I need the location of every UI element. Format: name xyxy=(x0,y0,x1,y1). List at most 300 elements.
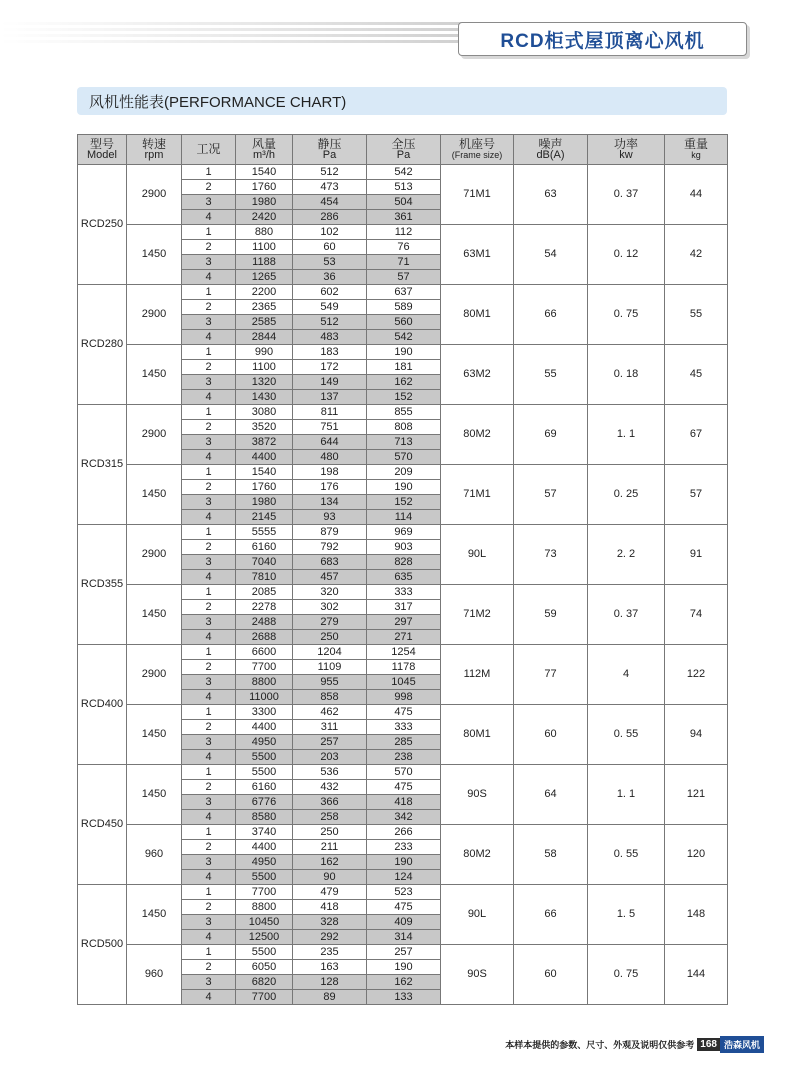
total-pressure-cell: 589 xyxy=(367,300,441,315)
total-pressure-cell: 112 xyxy=(367,225,441,240)
condition-cell: 1 xyxy=(182,765,236,780)
condition-cell: 1 xyxy=(182,585,236,600)
total-pressure-cell: 76 xyxy=(367,240,441,255)
static-pressure-cell: 162 xyxy=(293,855,367,870)
condition-cell: 3 xyxy=(182,675,236,690)
condition-cell: 1 xyxy=(182,165,236,180)
condition-cell: 1 xyxy=(182,405,236,420)
total-pressure-cell: 181 xyxy=(367,360,441,375)
airflow-cell: 3080 xyxy=(236,405,293,420)
total-pressure-cell: 542 xyxy=(367,165,441,180)
static-pressure-cell: 536 xyxy=(293,765,367,780)
weight-cell: 144 xyxy=(665,945,728,1005)
frame-cell: 71M2 xyxy=(441,585,514,645)
condition-cell: 4 xyxy=(182,990,236,1005)
airflow-cell: 1100 xyxy=(236,360,293,375)
airflow-cell: 7040 xyxy=(236,555,293,570)
power-cell: 0. 18 xyxy=(588,345,665,405)
airflow-cell: 1320 xyxy=(236,375,293,390)
noise-cell: 54 xyxy=(514,225,588,285)
weight-cell: 120 xyxy=(665,825,728,885)
table-row xyxy=(78,645,728,660)
condition-cell: 4 xyxy=(182,750,236,765)
static-pressure-cell: 302 xyxy=(293,600,367,615)
power-cell: 4 xyxy=(588,645,665,705)
static-pressure-cell: 203 xyxy=(293,750,367,765)
power-cell: 0. 55 xyxy=(588,825,665,885)
noise-cell: 73 xyxy=(514,525,588,585)
total-pressure-cell: 1254 xyxy=(367,645,441,660)
frame-cell: 90S xyxy=(441,945,514,1005)
airflow-cell: 4950 xyxy=(236,855,293,870)
condition-cell: 1 xyxy=(182,825,236,840)
airflow-cell: 1980 xyxy=(236,195,293,210)
total-pressure-cell: 342 xyxy=(367,810,441,825)
weight-cell: 91 xyxy=(665,525,728,585)
airflow-cell: 6050 xyxy=(236,960,293,975)
noise-cell: 58 xyxy=(514,825,588,885)
rpm-cell: 1450 xyxy=(127,585,182,645)
static-pressure-cell: 279 xyxy=(293,615,367,630)
condition-cell: 4 xyxy=(182,270,236,285)
total-pressure-cell: 114 xyxy=(367,510,441,525)
condition-cell: 3 xyxy=(182,615,236,630)
col-header-condition: 工况 xyxy=(182,135,236,165)
rpm-cell: 960 xyxy=(127,945,182,1005)
static-pressure-cell: 149 xyxy=(293,375,367,390)
footer-note: 本样本提供的参数、尺寸、外观及说明仅供参考 xyxy=(505,1040,695,1050)
total-pressure-cell: 808 xyxy=(367,420,441,435)
condition-cell: 4 xyxy=(182,510,236,525)
rpm-cell: 1450 xyxy=(127,765,182,825)
rpm-cell: 2900 xyxy=(127,405,182,465)
noise-cell: 66 xyxy=(514,885,588,945)
total-pressure-cell: 475 xyxy=(367,780,441,795)
total-pressure-cell: 637 xyxy=(367,285,441,300)
airflow-cell: 6160 xyxy=(236,780,293,795)
static-pressure-cell: 1109 xyxy=(293,660,367,675)
condition-cell: 1 xyxy=(182,705,236,720)
static-pressure-cell: 320 xyxy=(293,585,367,600)
total-pressure-cell: 190 xyxy=(367,345,441,360)
airflow-cell: 1265 xyxy=(236,270,293,285)
static-pressure-cell: 311 xyxy=(293,720,367,735)
power-cell: 1. 5 xyxy=(588,885,665,945)
model-cell: RCD450 xyxy=(78,765,127,885)
page-number: 168 xyxy=(697,1038,720,1051)
static-pressure-cell: 418 xyxy=(293,900,367,915)
airflow-cell: 7810 xyxy=(236,570,293,585)
static-pressure-cell: 432 xyxy=(293,780,367,795)
static-pressure-cell: 512 xyxy=(293,315,367,330)
static-pressure-cell: 258 xyxy=(293,810,367,825)
airflow-cell: 4400 xyxy=(236,720,293,735)
airflow-cell: 7700 xyxy=(236,990,293,1005)
airflow-cell: 1100 xyxy=(236,240,293,255)
condition-cell: 4 xyxy=(182,390,236,405)
condition-cell: 3 xyxy=(182,255,236,270)
condition-cell: 2 xyxy=(182,300,236,315)
performance-table xyxy=(77,134,728,1005)
table-row xyxy=(78,945,728,960)
condition-cell: 3 xyxy=(182,495,236,510)
table-row xyxy=(78,165,728,180)
rpm-cell: 1450 xyxy=(127,465,182,525)
rpm-cell: 1450 xyxy=(127,345,182,405)
condition-cell: 3 xyxy=(182,435,236,450)
total-pressure-cell: 333 xyxy=(367,720,441,735)
total-pressure-cell: 361 xyxy=(367,210,441,225)
airflow-cell: 3520 xyxy=(236,420,293,435)
condition-cell: 1 xyxy=(182,465,236,480)
condition-cell: 4 xyxy=(182,810,236,825)
static-pressure-cell: 457 xyxy=(293,570,367,585)
static-pressure-cell: 462 xyxy=(293,705,367,720)
static-pressure-cell: 879 xyxy=(293,525,367,540)
static-pressure-cell: 53 xyxy=(293,255,367,270)
frame-cell: 90L xyxy=(441,885,514,945)
power-cell: 1. 1 xyxy=(588,405,665,465)
airflow-cell: 2488 xyxy=(236,615,293,630)
weight-cell: 57 xyxy=(665,465,728,525)
brand-badge: 浩森风机 xyxy=(720,1036,764,1053)
static-pressure-cell: 1204 xyxy=(293,645,367,660)
static-pressure-cell: 644 xyxy=(293,435,367,450)
static-pressure-cell: 102 xyxy=(293,225,367,240)
static-pressure-cell: 602 xyxy=(293,285,367,300)
total-pressure-cell: 133 xyxy=(367,990,441,1005)
model-cell: RCD400 xyxy=(78,645,127,765)
total-pressure-cell: 570 xyxy=(367,450,441,465)
power-cell: 0. 37 xyxy=(588,585,665,645)
airflow-cell: 2200 xyxy=(236,285,293,300)
static-pressure-cell: 137 xyxy=(293,390,367,405)
total-pressure-cell: 409 xyxy=(367,915,441,930)
total-pressure-cell: 152 xyxy=(367,390,441,405)
total-pressure-cell: 238 xyxy=(367,750,441,765)
static-pressure-cell: 549 xyxy=(293,300,367,315)
static-pressure-cell: 292 xyxy=(293,930,367,945)
total-pressure-cell: 1045 xyxy=(367,675,441,690)
condition-cell: 2 xyxy=(182,480,236,495)
table-row xyxy=(78,525,728,540)
col-header-noise: 噪声 dB(A) xyxy=(514,135,588,165)
airflow-cell: 11000 xyxy=(236,690,293,705)
airflow-cell: 1430 xyxy=(236,390,293,405)
airflow-cell: 4950 xyxy=(236,735,293,750)
rpm-cell: 2900 xyxy=(127,285,182,345)
airflow-cell: 5500 xyxy=(236,870,293,885)
total-pressure-cell: 71 xyxy=(367,255,441,270)
total-pressure-cell: 190 xyxy=(367,480,441,495)
condition-cell: 2 xyxy=(182,240,236,255)
col-header-weight: 重量 kg xyxy=(665,135,728,165)
weight-cell: 122 xyxy=(665,645,728,705)
condition-cell: 2 xyxy=(182,900,236,915)
noise-cell: 63 xyxy=(514,165,588,225)
model-cell: RCD315 xyxy=(78,405,127,525)
total-pressure-cell: 152 xyxy=(367,495,441,510)
airflow-cell: 6820 xyxy=(236,975,293,990)
condition-cell: 3 xyxy=(182,195,236,210)
static-pressure-cell: 480 xyxy=(293,450,367,465)
col-header-airflow: 风量 m³/h xyxy=(236,135,293,165)
static-pressure-cell: 483 xyxy=(293,330,367,345)
airflow-cell: 4400 xyxy=(236,840,293,855)
airflow-cell: 5500 xyxy=(236,765,293,780)
static-pressure-cell: 183 xyxy=(293,345,367,360)
airflow-cell: 8800 xyxy=(236,900,293,915)
col-header-rpm: 转速 rpm xyxy=(127,135,182,165)
static-pressure-cell: 257 xyxy=(293,735,367,750)
total-pressure-cell: 1178 xyxy=(367,660,441,675)
table-header-row xyxy=(78,135,728,165)
power-cell: 0. 12 xyxy=(588,225,665,285)
airflow-cell: 2844 xyxy=(236,330,293,345)
static-pressure-cell: 163 xyxy=(293,960,367,975)
static-pressure-cell: 93 xyxy=(293,510,367,525)
static-pressure-cell: 454 xyxy=(293,195,367,210)
static-pressure-cell: 90 xyxy=(293,870,367,885)
airflow-cell: 1540 xyxy=(236,165,293,180)
static-pressure-cell: 473 xyxy=(293,180,367,195)
model-cell: RCD355 xyxy=(78,525,127,645)
power-cell: 0. 25 xyxy=(588,465,665,525)
table-row xyxy=(78,465,728,480)
static-pressure-cell: 955 xyxy=(293,675,367,690)
airflow-cell: 8580 xyxy=(236,810,293,825)
airflow-cell: 6160 xyxy=(236,540,293,555)
condition-cell: 3 xyxy=(182,735,236,750)
airflow-cell: 990 xyxy=(236,345,293,360)
weight-cell: 44 xyxy=(665,165,728,225)
total-pressure-cell: 560 xyxy=(367,315,441,330)
condition-cell: 4 xyxy=(182,450,236,465)
noise-cell: 55 xyxy=(514,345,588,405)
table-row xyxy=(78,225,728,240)
weight-cell: 94 xyxy=(665,705,728,765)
total-pressure-cell: 570 xyxy=(367,765,441,780)
model-cell: RCD500 xyxy=(78,885,127,1005)
condition-cell: 1 xyxy=(182,225,236,240)
static-pressure-cell: 250 xyxy=(293,630,367,645)
condition-cell: 2 xyxy=(182,360,236,375)
rpm-cell: 2900 xyxy=(127,165,182,225)
weight-cell: 55 xyxy=(665,285,728,345)
section-title: 风机性能表(PERFORMANCE CHART) xyxy=(89,93,347,111)
total-pressure-cell: 297 xyxy=(367,615,441,630)
total-pressure-cell: 317 xyxy=(367,600,441,615)
condition-cell: 2 xyxy=(182,600,236,615)
condition-cell: 3 xyxy=(182,315,236,330)
airflow-cell: 2420 xyxy=(236,210,293,225)
airflow-cell: 7700 xyxy=(236,885,293,900)
condition-cell: 2 xyxy=(182,840,236,855)
col-header-frame: 机座号 (Frame size) xyxy=(441,135,514,165)
condition-cell: 1 xyxy=(182,345,236,360)
power-cell: 0. 55 xyxy=(588,705,665,765)
condition-cell: 1 xyxy=(182,525,236,540)
static-pressure-cell: 198 xyxy=(293,465,367,480)
condition-cell: 3 xyxy=(182,375,236,390)
static-pressure-cell: 250 xyxy=(293,825,367,840)
airflow-cell: 2278 xyxy=(236,600,293,615)
weight-cell: 45 xyxy=(665,345,728,405)
total-pressure-cell: 162 xyxy=(367,975,441,990)
total-pressure-cell: 855 xyxy=(367,405,441,420)
airflow-cell: 3300 xyxy=(236,705,293,720)
condition-cell: 1 xyxy=(182,885,236,900)
total-pressure-cell: 333 xyxy=(367,585,441,600)
model-cell: RCD280 xyxy=(78,285,127,405)
condition-cell: 4 xyxy=(182,570,236,585)
total-pressure-cell: 314 xyxy=(367,930,441,945)
rpm-cell: 960 xyxy=(127,825,182,885)
static-pressure-cell: 683 xyxy=(293,555,367,570)
total-pressure-cell: 998 xyxy=(367,690,441,705)
table-row xyxy=(78,345,728,360)
condition-cell: 2 xyxy=(182,720,236,735)
frame-cell: 80M1 xyxy=(441,705,514,765)
total-pressure-cell: 542 xyxy=(367,330,441,345)
weight-cell: 67 xyxy=(665,405,728,465)
noise-cell: 66 xyxy=(514,285,588,345)
condition-cell: 2 xyxy=(182,540,236,555)
frame-cell: 71M1 xyxy=(441,165,514,225)
condition-cell: 3 xyxy=(182,975,236,990)
static-pressure-cell: 479 xyxy=(293,885,367,900)
condition-cell: 4 xyxy=(182,930,236,945)
power-cell: 1. 1 xyxy=(588,765,665,825)
condition-cell: 1 xyxy=(182,645,236,660)
total-pressure-cell: 523 xyxy=(367,885,441,900)
airflow-cell: 12500 xyxy=(236,930,293,945)
condition-cell: 4 xyxy=(182,690,236,705)
power-cell: 0. 75 xyxy=(588,285,665,345)
condition-cell: 3 xyxy=(182,855,236,870)
total-pressure-cell: 513 xyxy=(367,180,441,195)
table-row xyxy=(78,405,728,420)
noise-cell: 64 xyxy=(514,765,588,825)
airflow-cell: 1540 xyxy=(236,465,293,480)
frame-cell: 80M1 xyxy=(441,285,514,345)
header-decoration-lines xyxy=(0,22,470,50)
total-pressure-cell: 475 xyxy=(367,705,441,720)
total-pressure-cell: 903 xyxy=(367,540,441,555)
condition-cell: 2 xyxy=(182,660,236,675)
condition-cell: 4 xyxy=(182,870,236,885)
page-footer xyxy=(505,1036,764,1053)
total-pressure-cell: 504 xyxy=(367,195,441,210)
airflow-cell: 2365 xyxy=(236,300,293,315)
table-row xyxy=(78,705,728,720)
frame-cell: 112M xyxy=(441,645,514,705)
condition-cell: 2 xyxy=(182,420,236,435)
condition-cell: 4 xyxy=(182,330,236,345)
total-pressure-cell: 209 xyxy=(367,465,441,480)
frame-cell: 80M2 xyxy=(441,405,514,465)
rpm-cell: 2900 xyxy=(127,645,182,705)
airflow-cell: 1760 xyxy=(236,180,293,195)
condition-cell: 4 xyxy=(182,630,236,645)
noise-cell: 60 xyxy=(514,945,588,1005)
static-pressure-cell: 211 xyxy=(293,840,367,855)
noise-cell: 69 xyxy=(514,405,588,465)
frame-cell: 63M1 xyxy=(441,225,514,285)
total-pressure-cell: 713 xyxy=(367,435,441,450)
table-row xyxy=(78,585,728,600)
total-pressure-cell: 190 xyxy=(367,855,441,870)
static-pressure-cell: 60 xyxy=(293,240,367,255)
table-row xyxy=(78,285,728,300)
col-header-total-pressure: 全压 Pa xyxy=(367,135,441,165)
condition-cell: 2 xyxy=(182,180,236,195)
power-cell: 0. 37 xyxy=(588,165,665,225)
noise-cell: 60 xyxy=(514,705,588,765)
airflow-cell: 2145 xyxy=(236,510,293,525)
total-pressure-cell: 162 xyxy=(367,375,441,390)
rpm-cell: 1450 xyxy=(127,225,182,285)
page-title: RCD柜式屋顶离心风机 xyxy=(500,30,705,52)
rpm-cell: 2900 xyxy=(127,525,182,585)
weight-cell: 121 xyxy=(665,765,728,825)
static-pressure-cell: 89 xyxy=(293,990,367,1005)
total-pressure-cell: 271 xyxy=(367,630,441,645)
col-header-model: 型号 Model xyxy=(78,135,127,165)
airflow-cell: 5500 xyxy=(236,750,293,765)
total-pressure-cell: 635 xyxy=(367,570,441,585)
rpm-cell: 1450 xyxy=(127,705,182,765)
weight-cell: 148 xyxy=(665,885,728,945)
static-pressure-cell: 512 xyxy=(293,165,367,180)
frame-cell: 71M1 xyxy=(441,465,514,525)
airflow-cell: 880 xyxy=(236,225,293,240)
frame-cell: 90S xyxy=(441,765,514,825)
condition-cell: 1 xyxy=(182,285,236,300)
noise-cell: 57 xyxy=(514,465,588,525)
total-pressure-cell: 969 xyxy=(367,525,441,540)
model-cell: RCD250 xyxy=(78,165,127,285)
airflow-cell: 4400 xyxy=(236,450,293,465)
airflow-cell: 6776 xyxy=(236,795,293,810)
static-pressure-cell: 366 xyxy=(293,795,367,810)
condition-cell: 3 xyxy=(182,795,236,810)
airflow-cell: 2688 xyxy=(236,630,293,645)
airflow-cell: 2585 xyxy=(236,315,293,330)
noise-cell: 59 xyxy=(514,585,588,645)
static-pressure-cell: 328 xyxy=(293,915,367,930)
airflow-cell: 1760 xyxy=(236,480,293,495)
power-cell: 0. 75 xyxy=(588,945,665,1005)
table-row xyxy=(78,765,728,780)
airflow-cell: 3872 xyxy=(236,435,293,450)
airflow-cell: 8800 xyxy=(236,675,293,690)
airflow-cell: 10450 xyxy=(236,915,293,930)
static-pressure-cell: 858 xyxy=(293,690,367,705)
condition-cell: 2 xyxy=(182,780,236,795)
airflow-cell: 2085 xyxy=(236,585,293,600)
total-pressure-cell: 475 xyxy=(367,900,441,915)
airflow-cell: 7700 xyxy=(236,660,293,675)
table-row xyxy=(78,885,728,900)
page-title-box xyxy=(458,22,747,56)
condition-cell: 2 xyxy=(182,960,236,975)
total-pressure-cell: 124 xyxy=(367,870,441,885)
static-pressure-cell: 811 xyxy=(293,405,367,420)
total-pressure-cell: 266 xyxy=(367,825,441,840)
airflow-cell: 1188 xyxy=(236,255,293,270)
col-header-power: 功率 kw xyxy=(588,135,665,165)
